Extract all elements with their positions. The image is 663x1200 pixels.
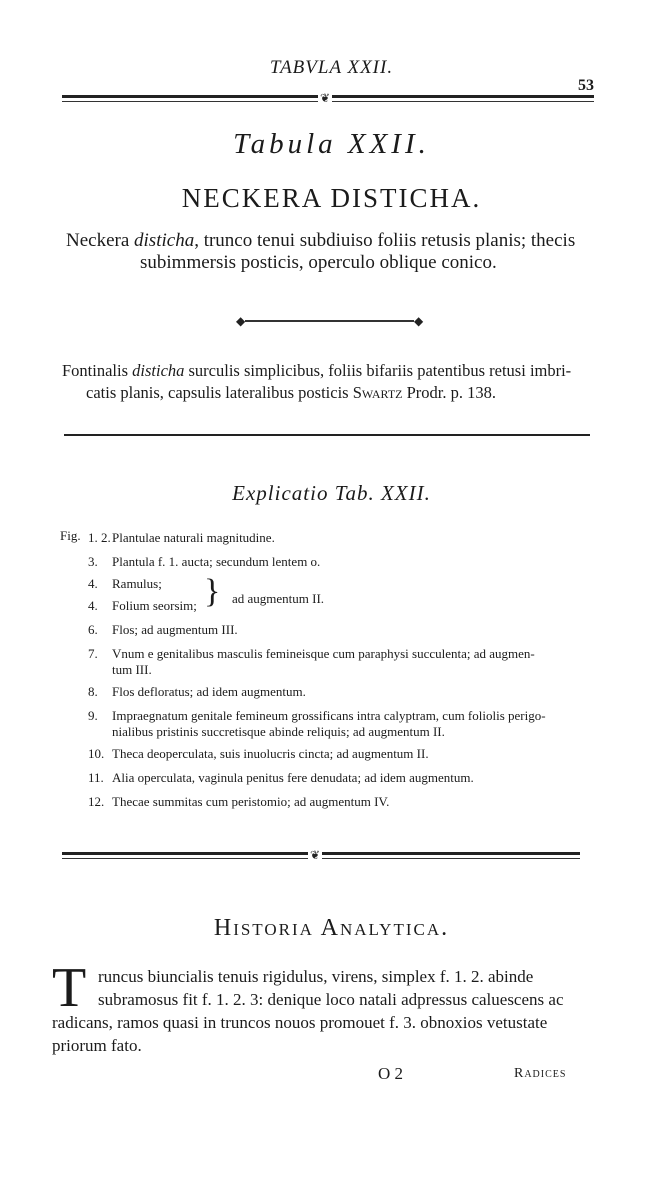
figure-number: 9. <box>88 708 98 723</box>
species-title: NECKERA DISTICHA. <box>181 183 482 213</box>
figure-text: Flos; ad augmentum III. <box>112 622 238 637</box>
figure-text-cont: nialibus pristinis succretisque abinde reliquis; ad augmentum II. <box>112 724 445 739</box>
figure-item <box>88 622 598 638</box>
plate-title: Tabula XXII. <box>233 128 430 160</box>
figure-text: Vnum e genitalibus masculis femineisque cum paraphysi succulenta; ad augmen- <box>112 646 535 661</box>
figure-item <box>88 576 598 592</box>
page-number: 53 <box>578 77 594 94</box>
explicatio-title: Explicatio Tab. XXII. <box>232 481 431 505</box>
synonym-epithet: disticha <box>132 361 185 380</box>
figure-item <box>88 598 598 614</box>
figure-number: 12. <box>88 794 105 809</box>
brace-text: ad augmentum II. <box>232 591 325 606</box>
small-rule-right-ornament-icon: ◆ <box>414 314 424 328</box>
diagnosis-epithet: disticha <box>134 230 195 251</box>
lower-rule-ornament-icon: ❦ <box>310 848 321 862</box>
figure-item <box>88 684 598 700</box>
figure-item <box>88 554 598 570</box>
figure-text: Ramulus; <box>112 576 162 591</box>
figure-text: Plantula f. 1. aucta; secundum lentem o. <box>112 554 321 569</box>
synonym <box>62 360 602 404</box>
figure-item <box>88 646 598 678</box>
body-line-2: subramosus fit f. 1. 2. 3: denique loco natali adpressus caluescens ac <box>98 990 564 1009</box>
figure-text: Impraegnatum genitale femineum grossificans intra calyptram, cum foliolis perigo- <box>112 708 546 723</box>
figure-item <box>88 746 598 762</box>
diagnosis-line2: subimmersis posticis, operculo oblique conico. <box>140 252 497 273</box>
figure-text: Flos defloratus; ad idem augmentum. <box>112 684 306 699</box>
historia-title: Historia Analytica. <box>213 915 450 941</box>
figure-number: 8. <box>88 684 98 699</box>
top-rule-ornament-icon: ❦ <box>320 91 331 105</box>
synonym-reference: Prodr. p. 138. <box>402 383 497 402</box>
drop-cap: T <box>52 957 87 1019</box>
figure-text: Folium seorsim; <box>112 598 197 613</box>
figure-number: 11. <box>88 770 104 785</box>
figure-number: 7. <box>88 646 98 661</box>
diagnosis <box>66 230 600 274</box>
middle-rule <box>64 434 590 436</box>
fig-label: Fig. <box>60 528 81 543</box>
figure-item <box>88 530 598 546</box>
body-line-4: priorum fato. <box>52 1036 142 1055</box>
brace-icon: } <box>204 573 221 610</box>
synonym-line1-rest: surculis simplicibus, foliis bifariis patentibus retusi imbri- <box>184 361 572 380</box>
figure-text: Theca deoperculata, suis inuolucris cincta; ad augmentum II. <box>112 746 429 761</box>
figure-number: 6. <box>88 622 98 637</box>
catchword: Radices <box>514 1066 567 1081</box>
figure-number: 4. <box>88 598 98 613</box>
figure-number: 10. <box>88 746 105 761</box>
figure-number: 3. <box>88 554 98 569</box>
figure-item <box>88 770 598 786</box>
figure-text-cont: tum III. <box>112 662 152 677</box>
body-text <box>52 965 582 1057</box>
diagnosis-line1-rest: , trunco tenui subdiuiso foliis retusis planis; thecis <box>194 230 576 251</box>
figure-item <box>88 708 598 740</box>
running-head: TABVLA XXII. <box>269 57 394 78</box>
body-line-3: radicans, ramos quasi in truncos nouos promouet f. 3. obnoxios vetustate <box>52 1013 548 1032</box>
figure-item <box>88 794 598 810</box>
synonym-line2-text: catis planis, capsulis lateralibus posticis <box>86 383 353 402</box>
diagnosis-genus: Neckera <box>66 230 135 251</box>
figure-text: Alia operculata, vaginula penitus fere denudata; ad idem augmentum. <box>112 770 474 785</box>
figure-number: 4. <box>88 576 98 591</box>
figure-text: Thecae summitas cum peristomio; ad augmentum IV. <box>112 794 390 809</box>
small-rule <box>244 320 420 322</box>
synonym-genus: Fontinalis <box>62 361 133 380</box>
body-line-1: runcus biuncialis tenuis rigidulus, virens, simplex f. 1. 2. abinde <box>98 967 534 986</box>
figure-text: Plantulae naturali magnitudine. <box>112 530 275 545</box>
synonym-line2 <box>62 382 602 404</box>
small-rule-left-ornament-icon: ◆ <box>236 314 246 328</box>
synonym-author: Swartz <box>352 383 403 402</box>
signature-mark: O 2 <box>378 1064 404 1083</box>
figure-number: 1. 2. <box>88 530 111 545</box>
